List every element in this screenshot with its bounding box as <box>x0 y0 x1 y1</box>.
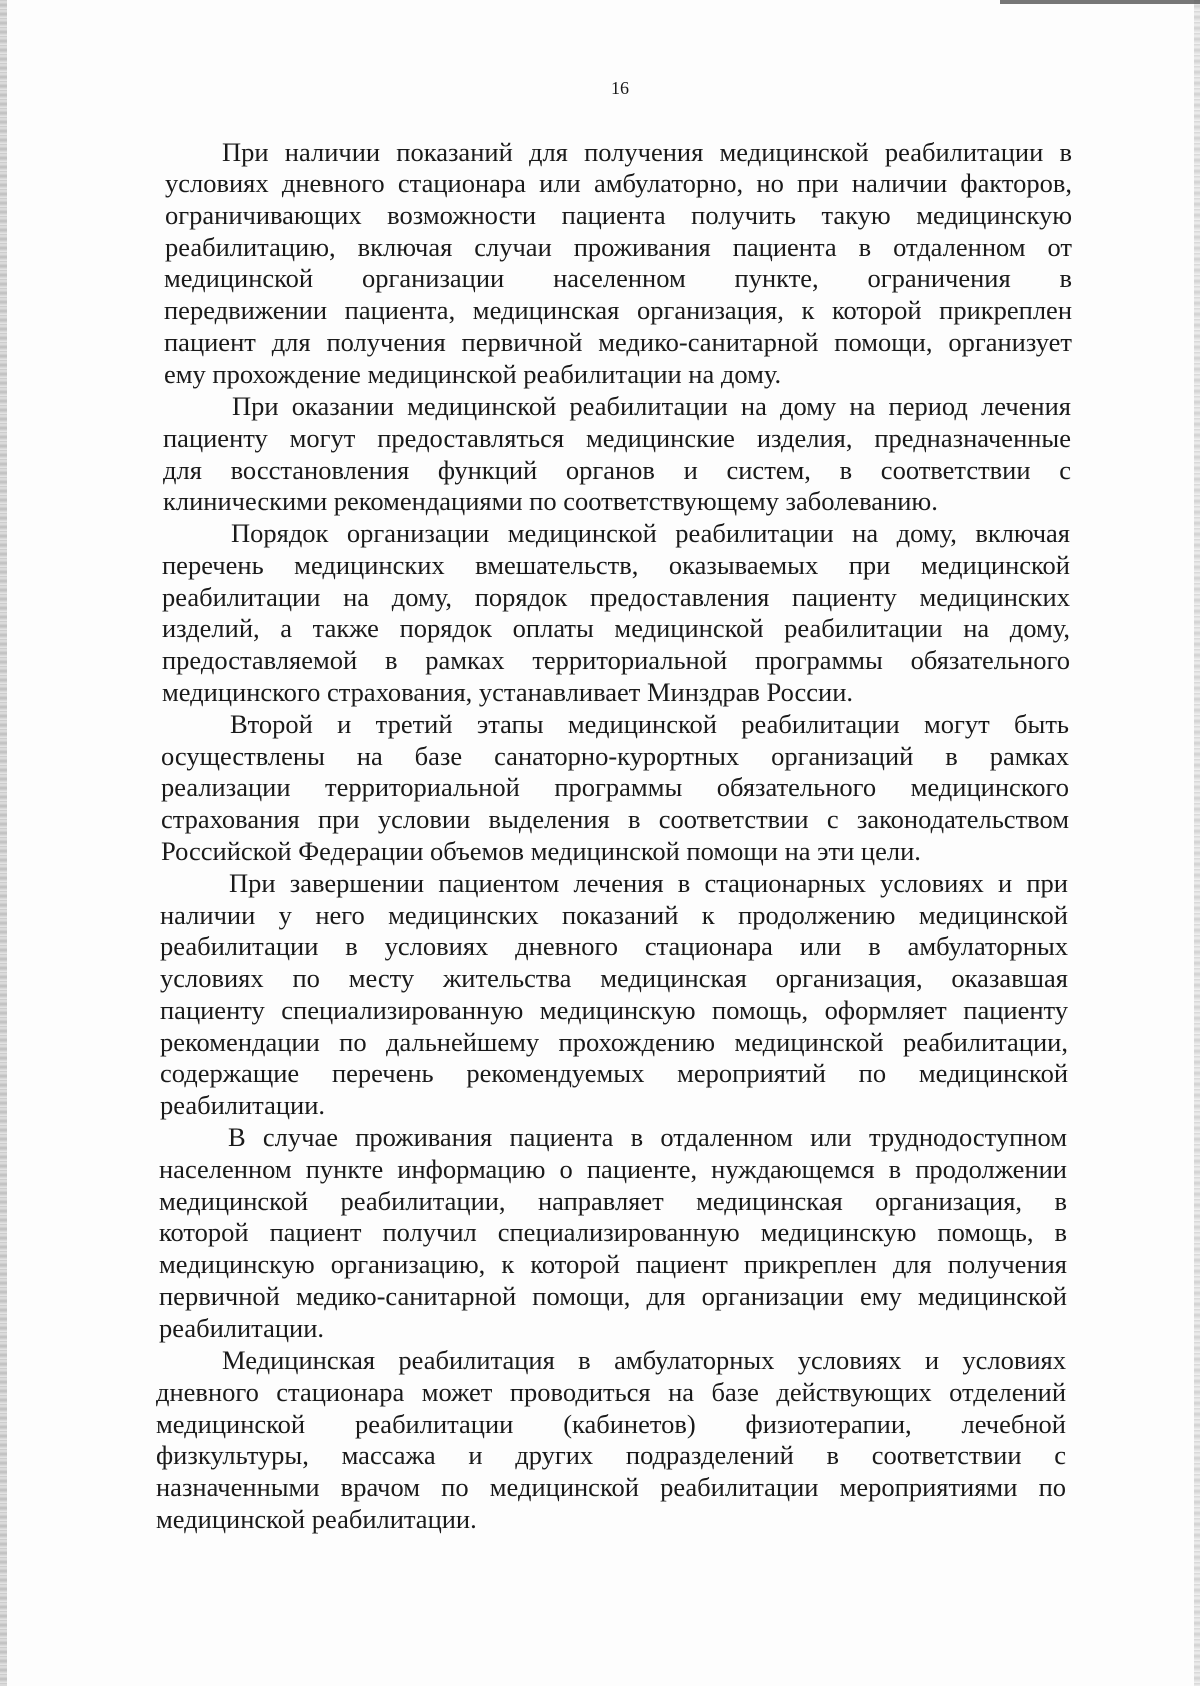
text-line: изделий, а также порядок оплаты медицинской реабилитации на дому, <box>162 613 1070 643</box>
text-line: При наличии показаний для получения медицинской реабилитации в <box>222 137 1072 167</box>
text-line: реабилитации. <box>160 1090 326 1120</box>
text-line: содержащие перечень рекомендуемых мероприятий по медицинской <box>160 1058 1068 1088</box>
text-line: медицинскую организацию, к которой пациент прикреплен для получения <box>159 1249 1067 1279</box>
page-number: 16 <box>611 78 629 98</box>
scan-top-edge <box>1000 0 1200 4</box>
text-line: ему прохождение медицинской реабилитации на дому. <box>164 359 782 389</box>
text-line: физкультуры, массажа и других подразделений в соответствии с <box>156 1440 1066 1470</box>
text-line: реализации территориальной программы обязательного медицинского <box>161 772 1069 802</box>
text-line: медицинской реабилитации, направляет медицинская организация, в <box>159 1186 1067 1216</box>
text-line: дневного стационара может проводиться на базе действующих отделений <box>156 1377 1066 1407</box>
text-line: которой пациент получил специализированную медицинскую помощь, в <box>159 1217 1067 1247</box>
text-line: предоставляемой в рамках территориальной программы обязательного <box>162 645 1070 675</box>
text-line: реабилитации на дому, порядок предоставления пациенту медицинских <box>162 582 1070 612</box>
text-line: рекомендации по дальнейшему прохождению медицинской реабилитации, <box>160 1027 1068 1057</box>
text-line: осуществлены на базе санаторно-курортных организаций в рамках <box>161 741 1069 771</box>
text-line: При завершении пациентом лечения в стационарных условиях и при <box>229 868 1068 898</box>
text-line: При оказании медицинской реабилитации на дому на период лечения <box>232 391 1071 421</box>
text-line: клиническими рекомендациями по соответствующему заболеванию. <box>163 486 938 516</box>
text-line: Российской Федерации объемов медицинской помощи на эти цели. <box>161 836 921 866</box>
text-line: медицинской организации населенном пункте, ограничения в <box>164 263 1072 293</box>
text-line: для восстановления функций органов и систем, в соответствии с <box>163 455 1071 485</box>
text-line: назначенными врачом по медицинской реабилитации мероприятиями по <box>156 1472 1066 1502</box>
text-line: перечень медицинских вмешательств, оказываемых при медицинской <box>162 550 1070 580</box>
text-line: ограничивающих возможности пациента получить такую медицинскую <box>165 200 1072 230</box>
text-line: пациенту специализированную медицинскую помощь, оформляет пациенту <box>160 995 1068 1025</box>
text-line: условиях по месту жительства медицинская организация, оказавшая <box>160 963 1068 993</box>
scan-right-edge <box>1194 0 1200 1686</box>
text-line: реабилитацию, включая случаи проживания пациента в отдаленном от <box>165 232 1072 262</box>
text-line: пациент для получения первичной медико-санитарной помощи, организует <box>164 327 1072 357</box>
text-line: реабилитации в условиях дневного стационара или в амбулаторных <box>160 931 1068 961</box>
text-line: населенном пункте информацию о пациенте, нуждающемся в продолжении <box>159 1154 1067 1184</box>
text-line: первичной медико-санитарной помощи, для организации ему медицинской <box>159 1281 1067 1311</box>
scan-left-edge <box>0 0 7 1686</box>
text-line: Второй и третий этапы медицинской реабилитации могут быть <box>230 709 1069 739</box>
text-line: наличии у него медицинских показаний к продолжению медицинской <box>160 900 1068 930</box>
text-line: условиях дневного стационара или амбулаторно, но при наличии факторов, <box>165 168 1072 198</box>
text-line: В случае проживания пациента в отдаленном или труднодоступном <box>228 1122 1067 1152</box>
text-line: страхования при условии выделения в соответствии с законодательством <box>161 804 1069 834</box>
text-line: Медицинская реабилитация в амбулаторных условиях и условиях <box>222 1345 1066 1375</box>
text-line: пациенту могут предоставляться медицинские изделия, предназначенные <box>163 423 1071 453</box>
text-line: медицинской реабилитации. <box>156 1504 477 1534</box>
text-line: передвижении пациента, медицинская организация, к которой прикреплен <box>164 295 1072 325</box>
text-line: медицинского страхования, устанавливает Минздрав России. <box>162 677 854 707</box>
text-line: Порядок организации медицинской реабилитации на дому, включая <box>231 518 1070 548</box>
text-line: медицинской реабилитации (кабинетов) физиотерапии, лечебной <box>156 1409 1066 1439</box>
text-line: реабилитации. <box>159 1313 325 1343</box>
